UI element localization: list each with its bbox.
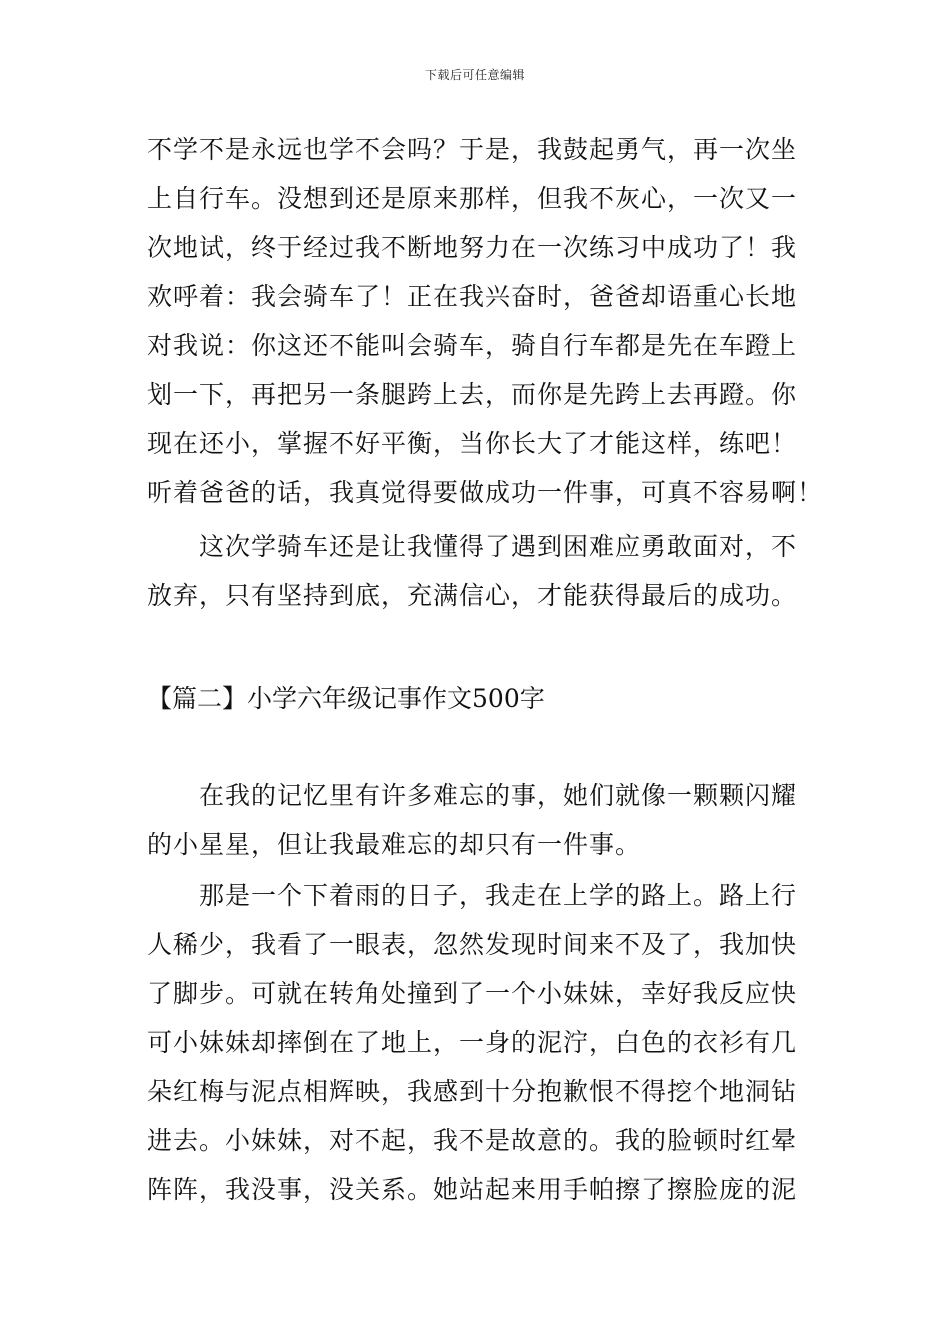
text-line: 次地试，终于经过我不断地努力在一次练习中成功了！我 [147,233,798,262]
text-line: 放弃，只有坚持到底，充满信心，才能获得最后的成功。 [147,581,798,610]
text-line: 在我的记忆里有许多难忘的事，她们就像一颗颗闪耀 [199,781,798,810]
text-line: 对我说：你这还不能叫会骑车，骑自行车都是先在车蹬上 [147,331,798,360]
text-line: 的小星星，但让我最难忘的却只有一件事。 [147,830,642,859]
section-title: 【篇二】小学六年级记事作文500字 [147,684,545,713]
text-line: 现在还小，掌握不好平衡，当你长大了才能这样，练吧！ [147,429,798,458]
text-line: 听着爸爸的话，我真觉得要做成功一件事，可真不容易啊！ [147,478,824,507]
text-line: 朵红梅与泥点相辉映，我感到十分抱歉恨不得挖个地洞钻 [147,1077,798,1106]
text-line: 那是一个下着雨的日子，我走在上学的路上。路上行 [199,881,798,910]
text-line: 了脚步。可就在转角处撞到了一个小妹妹，幸好我反应快 [147,979,798,1008]
header-note: 下载后可任意编辑 [424,68,525,82]
text-line: 不学不是永远也学不会吗？于是，我鼓起勇气，再一次坐 [147,135,798,164]
text-line: 人稀少，我看了一眼表，忽然发现时间来不及了，我加快 [147,930,798,959]
text-line: 划一下，再把另一条腿跨上去，而你是先跨上去再蹬。你 [147,380,798,409]
text-line: 可小妹妹却摔倒在了地上，一身的泥泞，白色的衣衫有几 [147,1028,798,1057]
text-line: 进去。小妹妹，对不起，我不是故意的。我的脸顿时红晕 [147,1126,798,1155]
text-line: 上自行车。没想到还是原来那样，但我不灰心，一次又一 [147,184,798,213]
text-line: 阵阵，我没事，没关系。她站起来用手帕擦了擦脸庞的泥 [147,1175,798,1204]
text-line: 欢呼着：我会骑车了！正在我兴奋时，爸爸却语重心长地 [147,282,798,311]
text-line: 这次学骑车还是让我懂得了遇到困难应勇敢面对，不 [199,532,798,561]
